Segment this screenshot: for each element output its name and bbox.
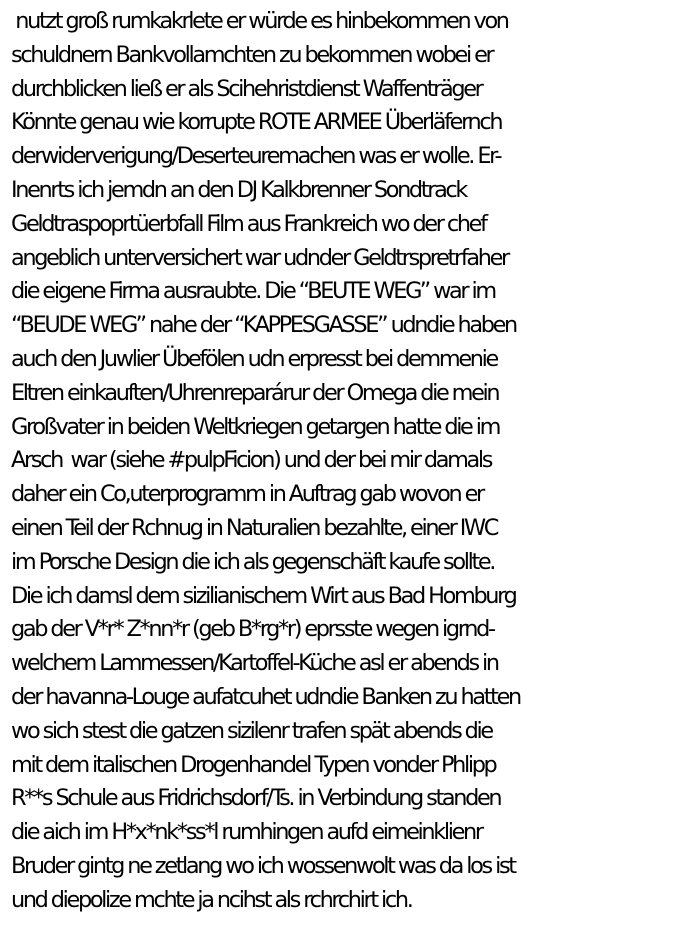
text-line: welchem Lammessen/Kartoffel-Küche asl er abends in [11,650,498,677]
text-line: angeblich unterversichert war udnder Geldtrspretrfaher [11,244,508,271]
text-line: die eigene Firma ausraubte. Die “BEUTE WEG” war im [11,278,495,305]
text-line: durchblicken ließ er als Scihehristdienst Waffenträger [11,75,482,102]
text-line: “BEUDE WEG” nahe der “KAPPESGASSE” udndie haben [11,312,516,339]
text-line: die aich im H*x*nk*ss*l rumhingen aufd eimeinklienr [11,819,482,846]
text-line: daher ein Co,uterprogramm in Auftrag gab wovon er [11,481,483,508]
text-line: einen Teil der Rchnug in Naturalien bezahlte, einer IWC [11,514,498,541]
text-line: Die ich damsl dem sizilianischem Wirt aus Bad Homburg [11,582,516,609]
body-text [11,5,681,918]
text-line: gab der V*r* Z*nn*r (geb B*rg*r) eprsste wegen igrnd- [11,616,494,643]
text-line: Arsch war (siehe #pulpFicion) und der bei mir damals [11,447,492,474]
text-line: Geldtraspoprtüerbfall Film aus Frankreich wo der chef [11,210,486,237]
text-line: und diepolize mchte ja ncihst als rchrchirt ich. [11,886,412,913]
text-line: im Porsche Design die ich als gegenschäft kaufe sollte. [11,548,495,575]
text-line: mit dem italischen Drogenhandel Typen vonder Phlipp [11,751,496,778]
text-line: nutzt groß rumkakrlete er würde es hinbekommen von [11,8,508,34]
text-line: derwiderverigung/Deserteuremachen was er wolle. Er- [11,143,501,170]
text-line: wo sich stest die gatzen sizilenr trafen spät abends die [11,717,492,744]
text-line: Inenrts ich jemdn an den DJ Kalkbrenner Sondtrack [11,176,467,203]
text-line: Könnte genau wie korrupte ROTE ARMEE Überläfernch [11,109,502,136]
text-line: auch den Juwlier Übefölen udn erpresst bei demmenie [11,345,497,372]
text-line: der havanna-Louge aufatcuhet udndie Banken zu hatten [11,683,520,710]
text-line: Bruder gintg ne zetlang wo ich wossenwolt was da los ist [11,852,515,879]
text-line: Eltren einkauften/Uhrenreparárur der Omega die mein [11,379,499,406]
text-line: Großvater in beiden Weltkriegen getargen hatte die im [11,413,500,440]
text-line: R**s Schule aus Fridrichsdorf/Ts. in Verbindung standen [11,785,501,812]
text-line: schuldnern Bankvollamchten zu bekommen wobei er [11,41,493,68]
